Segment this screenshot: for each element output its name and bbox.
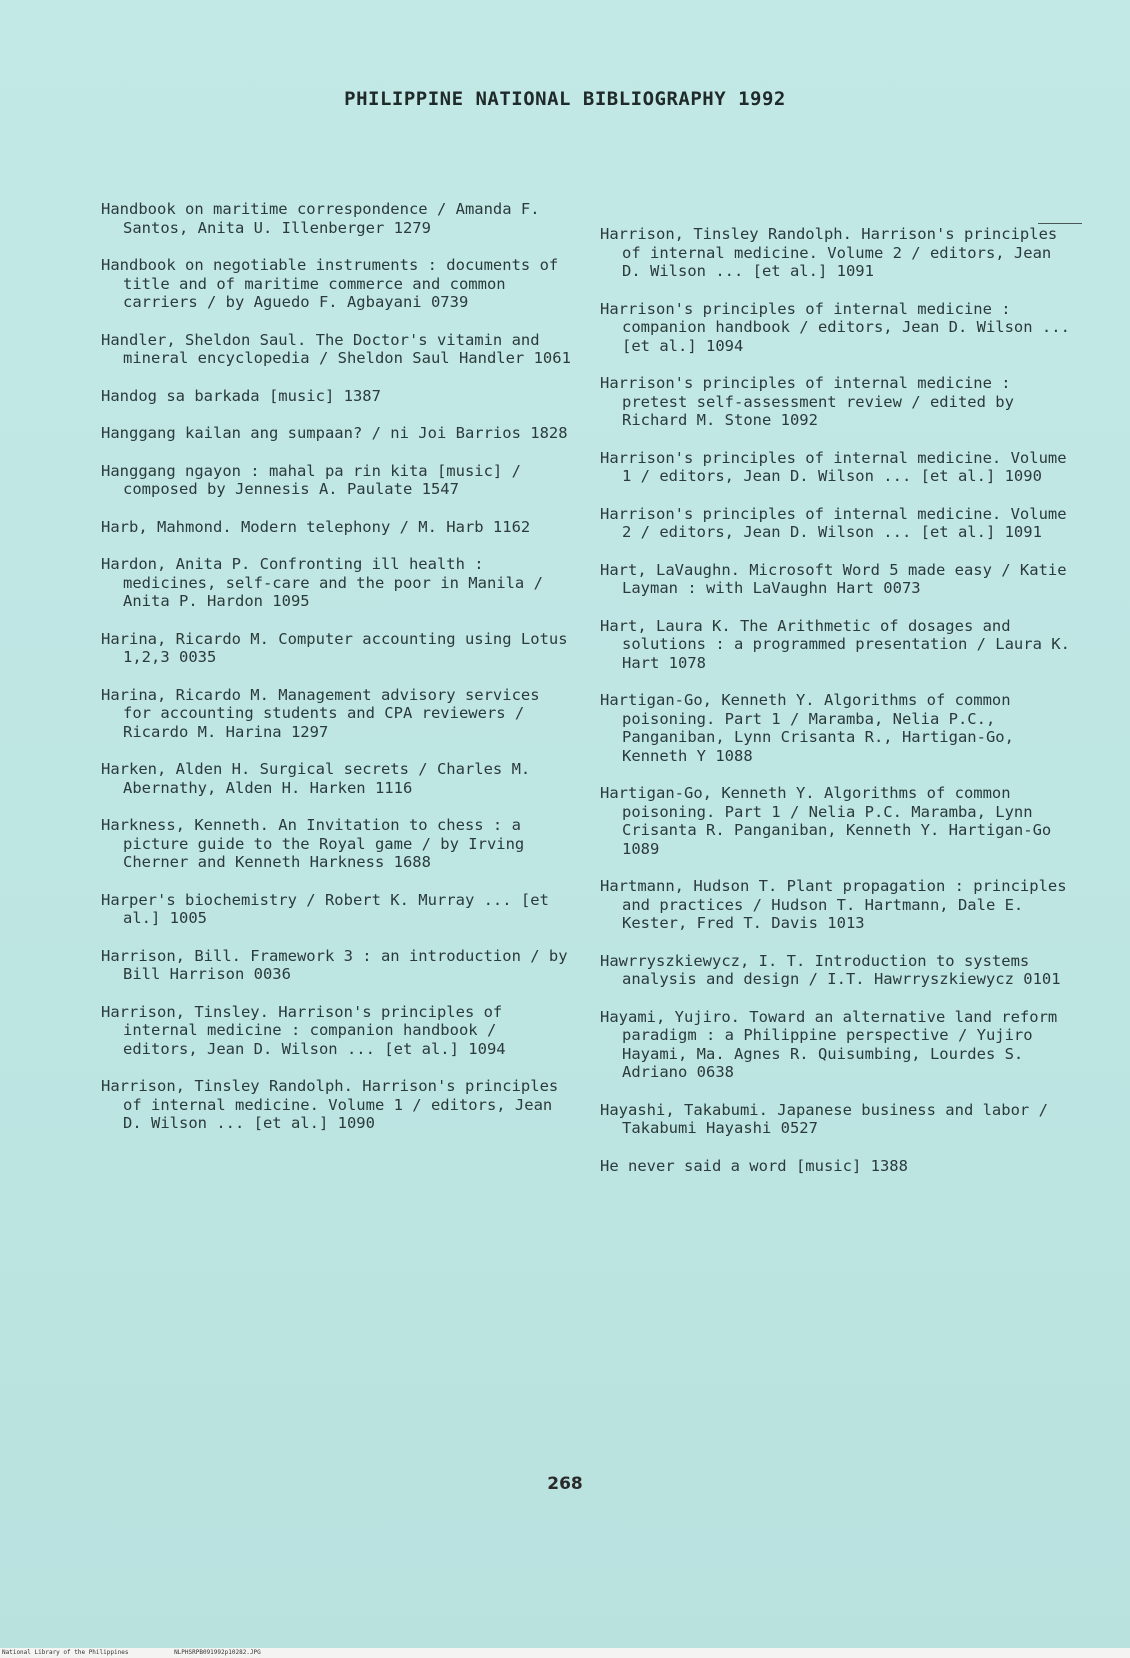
bibliography-entry: Harrison, Tinsley Randolph. Harrison's principles of internal medicine. Volume 1 / editors, Jean D. Wilson ... [et al.] 1090 <box>101 1077 559 1132</box>
bibliography-entry: Hart, Laura K. The Arithmetic of dosages and solutions : a programmed presentation / Laura K. Hart 1078 <box>600 616 1070 672</box>
bibliography-entry: Harper's biochemistry / Robert K. Murray ... [et al.] 1005 <box>101 890 549 927</box>
bibliography-entry: Hayami, Yujiro. Toward an alternative land reform paradigm : a Philippine perspective / Yujiro Hayami, Ma. Agnes R. Quisumbing, Lourdes S. Adriano 0638 <box>600 1007 1058 1081</box>
bibliography-entry: Harrison, Tinsley Randolph. Harrison's principles of internal medicine. Volume 2 / editors, Jean D. Wilson ... [et al.] 1091 <box>600 225 1058 280</box>
scan-footer <box>0 1648 1130 1658</box>
bibliography-entry: Hardon, Anita P. Confronting ill health : medicines, self-care and the poor in Manila / Anita P. Hardon 1095 <box>101 555 543 610</box>
page-number: 268 <box>547 1474 583 1494</box>
bibliography-entry: Hartigan-Go, Kenneth Y. Algorithms of common poisoning. Part 1 / Nelia P.C. Maramba, Lynn Crisanta R. Panganiban, Kenneth Y. Hartigan-Go 1089 <box>600 784 1052 858</box>
bibliography-entry: Harrison's principles of internal medicine : companion handbook / editors, Jean D. Wilson ... [et al.] 1094 <box>600 299 1070 355</box>
page-title: PHILIPPINE NATIONAL BIBLIOGRAPHY 1992 <box>344 88 786 110</box>
bibliography-entry: Harb, Mahmond. Modern telephony / M. Harb 1162 <box>101 517 531 536</box>
bibliography-entry: Harrison's principles of internal medicine : pretest self-assessment review / edited by Richard M. Stone 1092 <box>600 374 1014 429</box>
bibliography-entry: Harrison's principles of internal medicine. Volume 1 / editors, Jean D. Wilson ... [et al.] 1090 <box>600 448 1067 485</box>
bibliography-entry: Handler, Sheldon Saul. The Doctor's vitamin and mineral encyclopedia / Sheldon Saul Handler 1061 <box>101 330 571 367</box>
bibliography-entry: Hawrryszkiewycz, I. T. Introduction to systems analysis and design / I.T. Hawrryszkiewycz 0101 <box>600 951 1061 988</box>
footer-library: National Library of the Philippines <box>2 1649 129 1656</box>
bibliography-entry: Harina, Ricardo M. Computer accounting using Lotus 1,2,3 0035 <box>101 629 568 666</box>
bibliography-entry: Hartmann, Hudson T. Plant propagation : principles and practices / Hudson T. Hartmann, Dale E. Kester, Fred T. Davis 1013 <box>600 877 1067 932</box>
bibliography-entry: Harrison, Bill. Framework 3 : an introduction / by Bill Harrison 0036 <box>101 946 568 983</box>
bibliography-entry: Harken, Alden H. Surgical secrets / Charles M. Abernathy, Alden H. Harken 1116 <box>101 760 531 797</box>
bibliography-entry: Handbook on negotiable instruments : documents of title and of maritime commerce and common carriers / by Aguedo F. Agbayani 0739 <box>101 256 559 311</box>
bibliography-entry: Hartigan-Go, Kenneth Y. Algorithms of common poisoning. Part 1 / Maramba, Nelia P.C., Panganiban, Lynn Crisanta R., Hartigan-Go, Kenneth Y 1088 <box>600 691 1014 765</box>
footer-file: NLPHSRPB091992p10282.JPG <box>174 1649 261 1656</box>
bibliography-entry: Handbook on maritime correspondence / Amanda F. Santos, Anita U. Illenberger 1279 <box>101 200 540 237</box>
bibliography-entry: Handog sa barkada [music] 1387 <box>101 386 381 405</box>
column-rule <box>1038 223 1082 224</box>
left-column <box>101 200 571 1152</box>
bibliography-entry: Hanggang kailan ang sumpaan? / ni Joi Barrios 1828 <box>101 424 568 442</box>
right-column <box>600 225 1070 1194</box>
bibliography-entry: Harrison's principles of internal medicine. Volume 2 / editors, Jean D. Wilson ... [et al.] 1091 <box>600 504 1067 541</box>
bibliography-entry: Harrison, Tinsley. Harrison's principles of internal medicine : companion handbook / editors, Jean D. Wilson ... [et al.] 1094 <box>101 1002 506 1058</box>
bibliography-entry: Harina, Ricardo M. Management advisory services for accounting students and CPA reviewers / Ricardo M. Harina 1297 <box>101 685 540 741</box>
bibliography-entry: He never said a word [music] 1388 <box>600 1156 908 1175</box>
bibliography-entry: Harkness, Kenneth. An Invitation to chess : a picture guide to the Royal game / by Irving Cherner and Kenneth Harkness 1688 <box>101 816 525 871</box>
bibliography-entry: Hart, LaVaughn. Microsoft Word 5 made easy / Katie Layman : with LaVaughn Hart 0073 <box>600 560 1067 597</box>
bibliography-entry: Hayashi, Takabumi. Japanese business and labor / Takabumi Hayashi 0527 <box>600 1100 1048 1137</box>
bibliography-entry: Hanggang ngayon : mahal pa rin kita [music] / composed by Jennesis A. Paulate 1547 <box>101 461 521 498</box>
